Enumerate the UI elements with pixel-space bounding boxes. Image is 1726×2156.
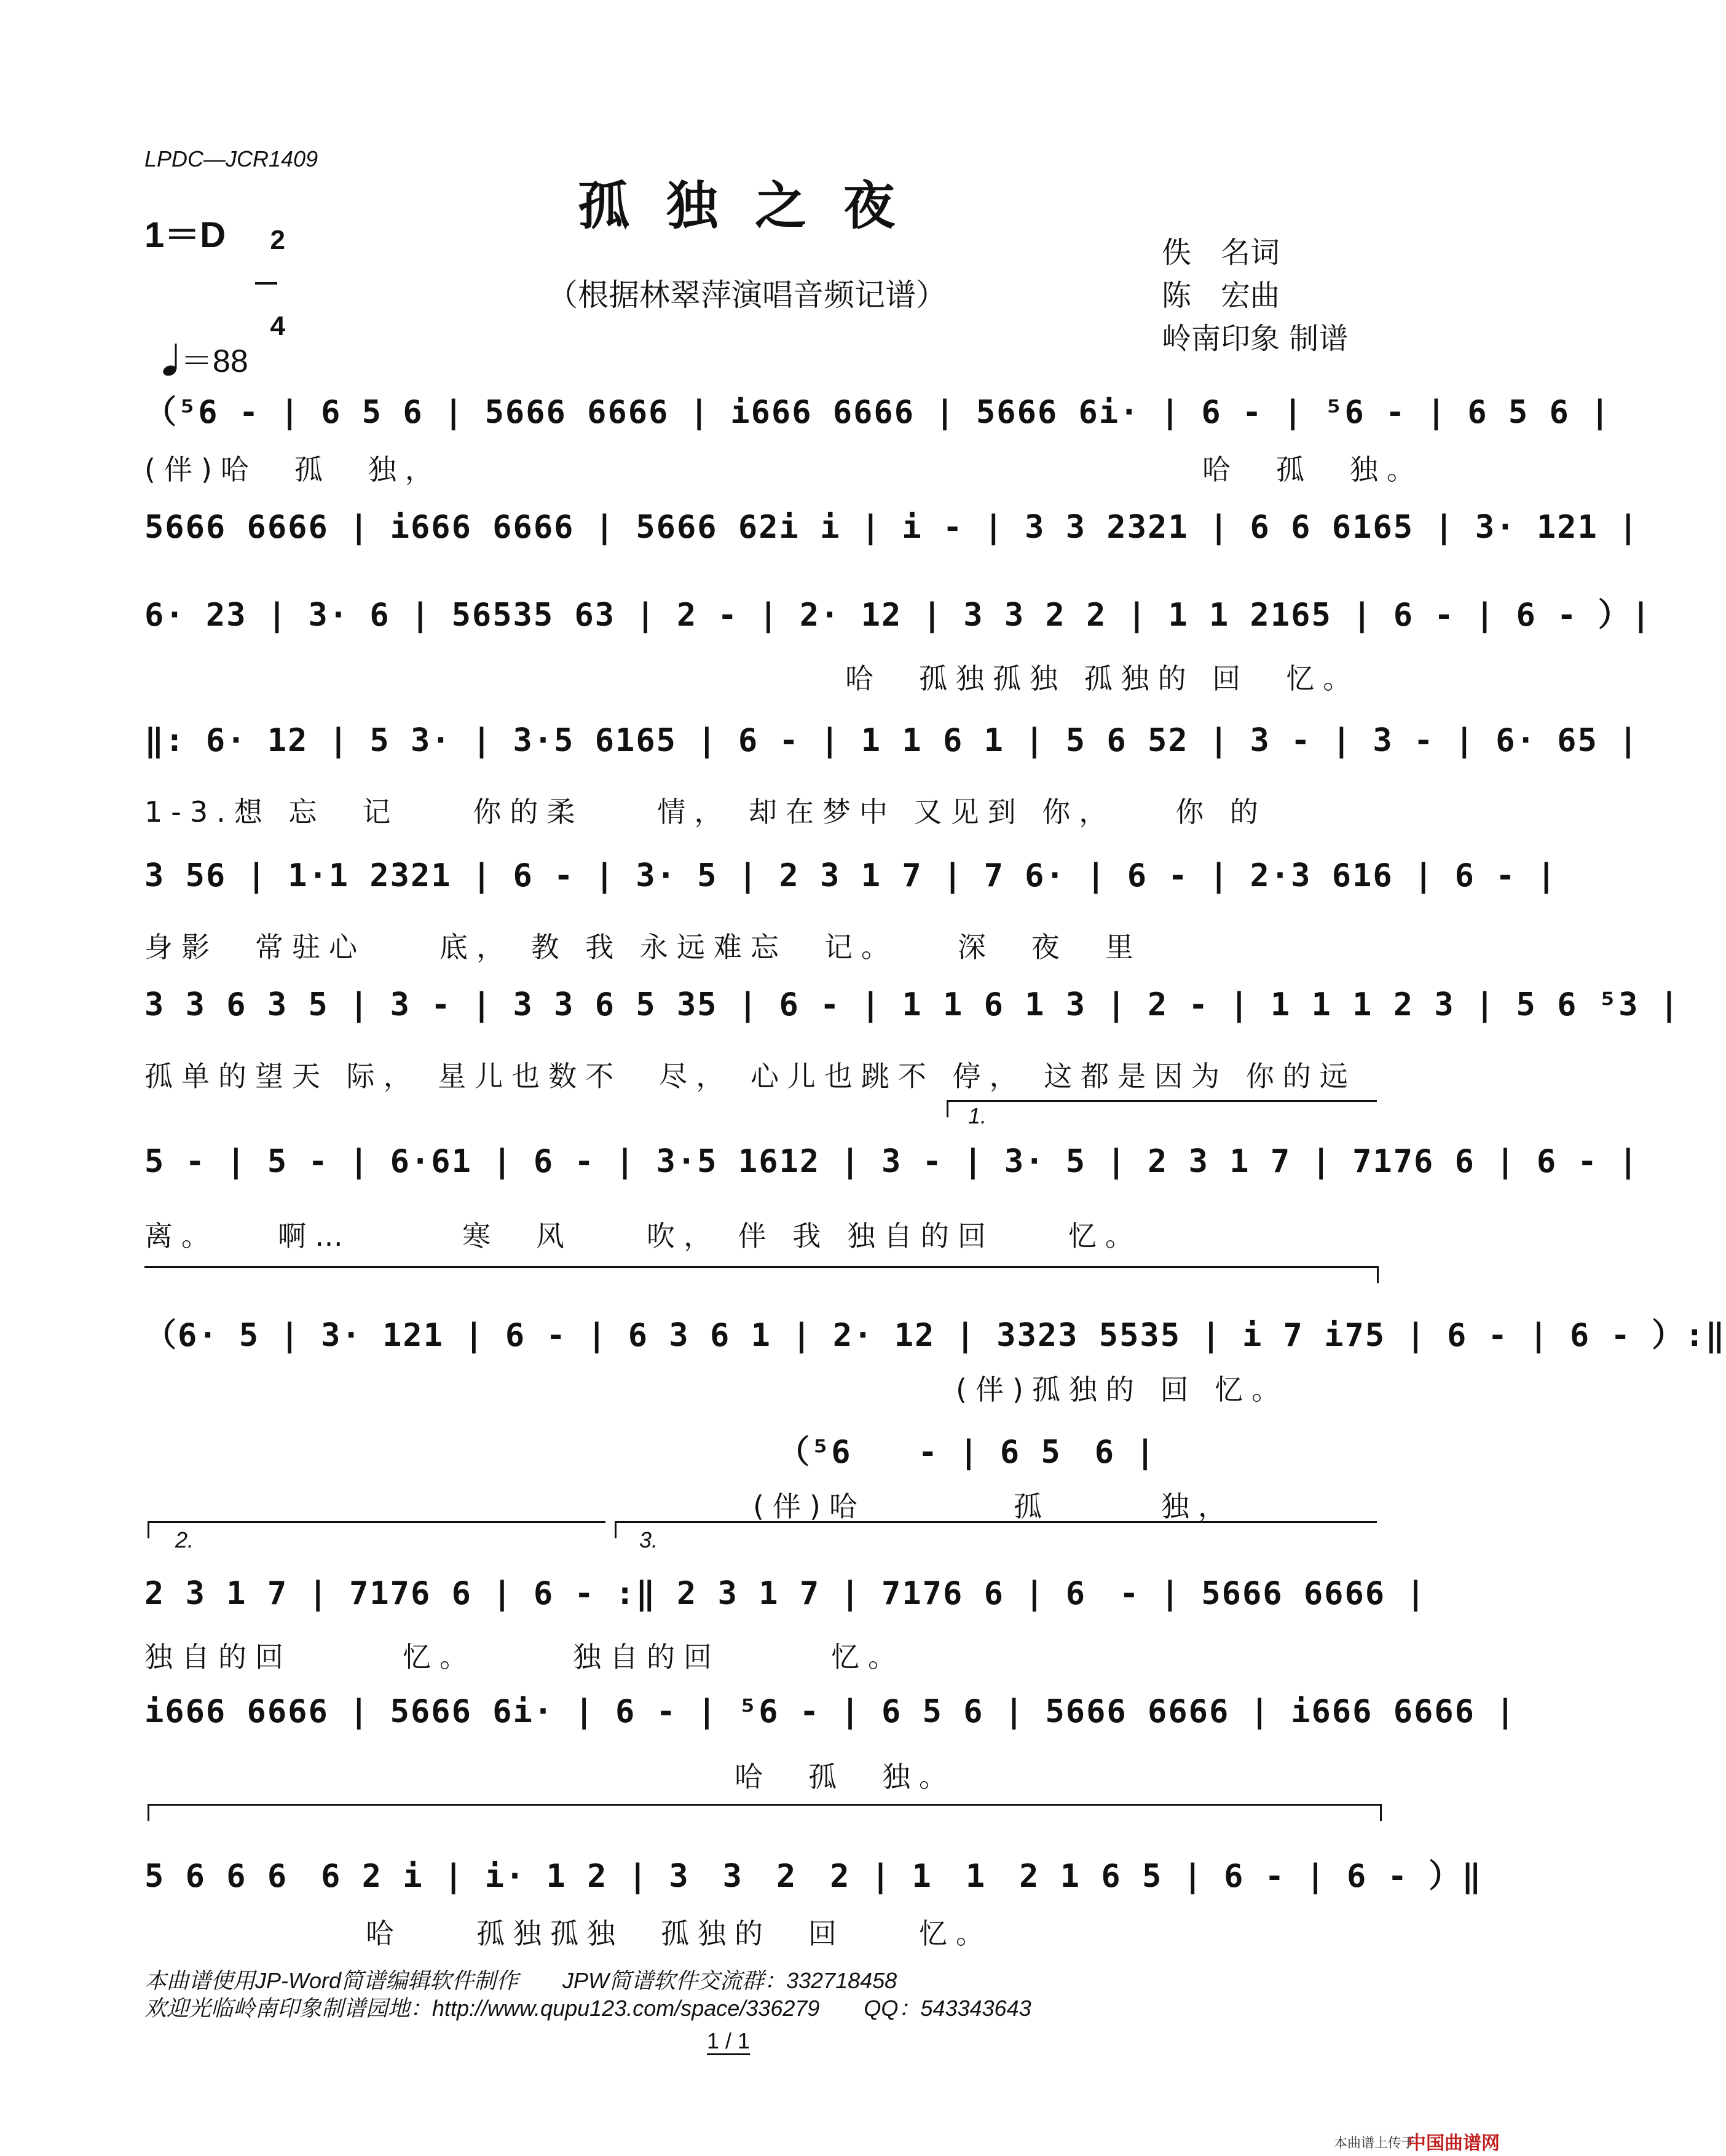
volta-label-3: 3. [639,1527,658,1552]
tempo-value: ＝88 [180,344,248,379]
score-line-5: 3 56 | 1·1 2321 | 6 - | 3· 5 | 2 3 1 7 | 7 6· | 6 - | 2·3 616 | 6 - | [144,857,1558,894]
time-signature-bottom: 4 [270,311,285,341]
quarter-note-icon [162,341,181,377]
lyric-line-3: 哈 孤独孤独 孤独的 回 忆。 [144,662,1360,695]
score-line-9: （⁵6 - | 6 5 6 | [778,1434,1156,1471]
uploaded-note: 本曲谱上传于 [1334,2135,1416,2150]
coda-tick-right [1380,1804,1382,1821]
coda-tick-left [148,1804,149,1821]
arranger-credit: 岭南印象 制谱 [1162,321,1349,356]
score-line-6: 3 3 6 3 5 | 3 - | 3 3 6 5 35 | 6 - | 1 1 6 1 3 | 2 - | 1 1 1 2 3 | 5 6 ⁵3 | [144,986,1680,1023]
volta-tick-3 [615,1521,617,1538]
page-number: 1 / 1 [707,2028,751,2053]
score-line-1: （⁵6 - | 6 5 6 | 5666 6666 | i666 6666 | 5666 6i· | 6 - | ⁵6 - | 6 5 6 | [144,394,1611,431]
footer-software-note: 本曲谱使用JP-Word简谱编辑软件制作 JPW简谱软件交流群：332718458 [144,1968,897,1993]
volta-bracket-2 [148,1521,605,1523]
lyricist-credit: 佚 名词 [1162,235,1280,270]
lyric-line-8: (伴)孤独的 回 忆。 [144,1373,1289,1406]
score-line-12: 5 6 6 6 6 2 i | i· 1 2 | 3 3 2 2 | 1 1 2 1 6 5 | 6 - | 6 - ）‖ [144,1858,1483,1895]
coda-section-line [148,1804,1380,1806]
score-line-10: 2 3 1 7 | 7176 6 | 6 - :‖ 2 3 1 7 | 7176 6 | 6 - | 5666 6666 | [144,1575,1427,1612]
lyric-line-6: 孤单的望天 际， 星儿也数不 尽， 心儿也跳不 停， 这都是因为 你的远 [144,1060,1357,1093]
time-signature-bar [255,282,277,285]
lyric-line-9: (伴)哈 孤 独， [753,1490,1235,1523]
time-signature [255,200,285,340]
volta-tick-1 [947,1100,948,1117]
tempo-marking [144,298,248,381]
lyric-line-12: 哈 孤独孤独 孤独的 回 忆。 [144,1917,993,1950]
lyric-line-1: (伴)哈 孤 独， 哈 孤 独。 [144,453,1424,486]
volta-bracket-1 [947,1100,1377,1102]
lyric-line-4: 1-3.想 忘 记 你的柔 情， 却在梦中 又见到 你， 你 的 [144,795,1267,828]
time-signature-top: 2 [270,225,285,255]
composer-credit: 陈 宏曲 [1162,278,1280,313]
repeat-section-tick [1377,1266,1379,1283]
lyric-line-11: 哈 孤 独。 [144,1760,956,1793]
volta-bracket-3 [615,1521,1377,1523]
score-line-2: 5666 6666 | i666 6666 | 5666 62i i | i - | 3 3 2321 | 6 6 6165 | 3· 121 | [144,509,1639,546]
repeat-section-line [144,1266,1377,1268]
score-line-3: 6· 23 | 3· 6 | 56535 63 | 2 - | 2· 12 | 3 3 2 2 | 1 1 2165 | 6 - | 6 - ）| [144,597,1652,634]
site-logo: 中国曲谱网 [1408,2133,1500,2154]
key-signature: 1＝D [144,215,226,255]
volta-label-1: 1. [968,1103,987,1128]
lyric-line-10: 独自的回 忆。 独自的回 忆。 [144,1640,905,1674]
volta-tick-2 [148,1521,149,1538]
score-code: LPDC—JCR1409 [144,146,318,171]
lyric-line-7: 离。 啊… 寒 风 吹， 伴 我 独自的回 忆。 [144,1219,1142,1253]
score-line-7: 5 - | 5 - | 6·61 | 6 - | 3·5 1612 | 3 - | 3· 5 | 2 3 1 7 | 7176 6 | 6 - | [144,1143,1639,1180]
score-line-11: i666 6666 | 5666 6i· | 6 - | ⁵6 - | 6 5 6 | 5666 6666 | i666 6666 | [144,1693,1516,1730]
song-subtitle: （根据林翠萍演唱音频记谱） [547,277,947,313]
song-title: 孤独之夜 [578,175,932,236]
volta-label-2: 2. [175,1527,194,1552]
footer-website-note: 欢迎光临岭南印象制谱园地：http://www.qupu123.com/space/336279 QQ：543343643 [144,1996,1031,2021]
score-line-4: ‖: 6· 12 | 5 3· | 3·5 6165 | 6 - | 1 1 6 1 | 5 6 52 | 3 - | 3 - | 6· 65 | [144,722,1639,759]
score-line-8: （6· 5 | 3· 121 | 6 - | 6 3 6 1 | 2· 12 | 3323 5535 | i 7 i75 | 6 - | 6 - ）:‖ [144,1317,1726,1354]
lyric-line-5: 身影 常驻心 底， 教 我 永远难忘 记。 深 夜 里 [144,930,1142,964]
